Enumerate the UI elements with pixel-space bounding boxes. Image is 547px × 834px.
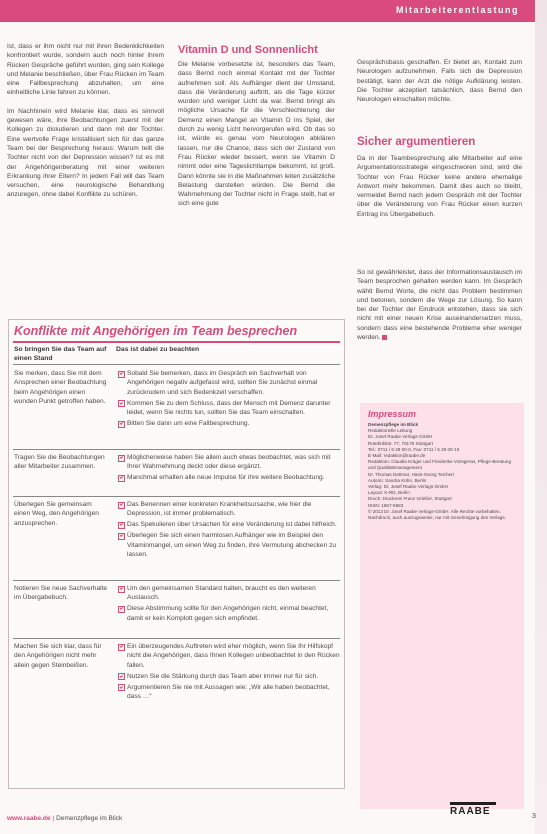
raabe-logo: RAABE <box>450 806 491 817</box>
check-item: Das Benennen einer konkreten Krankheitsursache, wie hier die Depression, ist immer problematisch. <box>118 500 343 519</box>
section-header <box>0 0 535 22</box>
table-row <box>13 581 340 639</box>
check-item: Das Spekulieren über Ursachen für eine Veränderung ist dabei hilfreich. <box>118 520 343 529</box>
impressum-body <box>368 422 518 521</box>
table-row <box>13 639 340 787</box>
check-item: Manchmal erhalten alle neue Impulse für ihre weitere Beobachtung. <box>118 473 343 482</box>
impressum-line: Dr. Josef Raabe Verlags-GmbH <box>368 434 433 440</box>
paragraph-text: So ist gewährleistet, dass der Informationsaustausch im Team besprochen gehalten werden kann. Im Gespräch wählt Bernd Worte, die nicht das Problem bestimmen und betonen, sondern die Wege zur Lösung. So kann bei der Tochter der Eindruck entstehen, dass sie sich nicht mit einer neuen Krise auseinandersetzen muss, sondern dass eine bestehende Probleme eher weniger werden. <box>357 269 522 342</box>
row-situation: Notieren Sie neue Sachverhalte im Übergabebuch. <box>14 585 108 602</box>
header-rule <box>13 364 340 365</box>
column-3-body-2 <box>357 268 522 342</box>
check-item: Bitten Sie dann um eine Fallbesprechung. <box>118 419 343 428</box>
section-label: Mitarbeiterentlastung <box>395 5 519 15</box>
impressum-line: © 2013 Dr. Josef Raabe Verlags-GmbH. Alle Rechte vorbehalten. Nachdruck, auch auszugsweise, nur mit Genehmigung des Verlags. <box>368 508 506 521</box>
check-item: Nutzen Sie die Stärkung durch das Team aber immer nur für sich. <box>118 672 343 681</box>
check-item: Sobald Sie bemerken, dass im Gespräch ein Sachverhalt von Angehörigen negativ aufgefasst wird, sollten Sie zunächst einmal zurückrudern und sich Bedenkzeit verschaffen. <box>118 369 343 397</box>
row-situation: Machen Sie sich klar, dass für den Angehörigen nicht mehr allein gegen Steinbeißen. <box>14 643 102 669</box>
impressum-line: ISSN: 1867-6583 <box>368 502 404 508</box>
box-title: Konflikte mit Angehörigen im Team besprechen <box>14 324 298 338</box>
row-notes <box>118 584 343 625</box>
page-footer <box>7 815 122 822</box>
impressum-line: Dr. Thomas Dettmar, Hans-Georg Teichert <box>368 471 454 477</box>
impressum-line: Verlag: Dr. Josef Raabe Verlags-GmbH <box>368 484 448 490</box>
column-1 <box>7 42 164 200</box>
title-rule <box>13 341 340 343</box>
paragraph: Da in der Teambesprechung alle Mitarbeiter auf eine Argumentationsstrategie eingeschworen sind, wird die Tochter von Frau Rücker keine andere ehemalige Antwort mehr bekommen. Damit dies auch so bleibt, vermeidet Bernd nach jedem Gespräch mit der Tochter über die Veränderung von Frau Rücker einen kurzen Eintrag ins Übergabebuch. <box>357 155 522 218</box>
footer-website[interactable]: www.raabe.de <box>7 815 51 822</box>
check-item: Um den gemeinsamen Standard halten, braucht es den weiteren Austausch. <box>118 584 343 603</box>
impressum-line: Autorin: Sandra Kühn, Berlin <box>368 477 427 483</box>
impressum-line: Tel.: 0711 / 6 29 00-0, Fax: 0711 / 6 29 00-10 <box>368 446 460 452</box>
heading-sicher-argumentieren: Sicher argumentieren <box>357 136 476 148</box>
conflict-table-box <box>8 319 345 789</box>
column-3-body <box>357 154 522 219</box>
check-item: Ein überzeugendes Auftreten wird eher möglich, wenn Sie Ihr Hilfskopf nicht die Angehörigen, dass Ihnen Kollegen unbeobachtet in den Rücken fallen. <box>118 642 343 670</box>
paragraph: Gesprächsbasis geschaffen. Er bietet an, Kontakt zum Neurologen aufzunehmen. Falls sich die Depression bestätigt, kann der Arzt die nötige Aufklärung leisten. Die Tochter akzeptiert tatsächlich, dass Bernd den Neurologen einschalten möchte. <box>357 59 522 104</box>
row-notes <box>118 642 343 703</box>
check-item: Diese Abstimmung sollte für den Angehörigen nicht, einmal beachtet, damit er kein Komplott gegen sich empfindet. <box>118 604 343 623</box>
column-header-left: So bringen Sie das Team auf einen Stand <box>14 346 107 362</box>
row-notes <box>118 453 343 484</box>
check-item: Möglicherweise haben Sie allein auch etwas beobachtet, was sich mit Ihrer Wahrnehmung deckt oder diese ergänzt. <box>118 453 343 472</box>
impressum-line: Rotebühlstr. 77, 70178 Stuttgart <box>368 440 433 446</box>
page-number: 3 <box>532 813 536 820</box>
paragraph: Die Melanie vorbesetzte ist, besonders das Team, dass Bernd noch einmal Kontakt mit der Tochter aufnehmen soll. Als Aufhänger dient der Umstand, dass die Veränderung auftritt, als die Tage kürzer wurden und weniger Licht da war. Bernd bringt als mögliche Ursache für die Verschlechterung der Demenz einen Mangel an Vitamin D ins Spiel, der durch zu wenig Licht hervorgerufen wird. Ob das so ist, würde es genau vom Neurologen abklären lassen, nur die Chance, dass sich der Zustand von Frau Rücker wieder bessert, wenn sie Vitamin D nimmt oder eine Tageslichtlampe bekommt, ist groß. Dann könnte sie in die Maßnahmen leiten zusätzliche Belastung darstellen würden. Die Bernd die Wahrnehmung der Tochter nicht in Frage stellt, hat er sich eine gute <box>178 61 335 208</box>
row-notes <box>118 500 343 561</box>
row-situation: Sie merken, dass Sie mit dem Ansprechen einer Beobachtung beim Angehörigen einen wunden Punkt getroffen haben. <box>14 370 107 406</box>
impressum-line: Druck: Druckerei Franz Grießer, Stuttgart <box>368 496 452 502</box>
impressum-title: Impressum <box>368 409 417 419</box>
impressum-box <box>360 403 524 809</box>
footer-separator: | <box>52 815 55 822</box>
check-item: Argumentieren Sie nie mit Aussagen wie: „Wir alle haben beobachtet, dass …“ <box>118 683 343 702</box>
column-3-intro <box>357 58 522 104</box>
impressum-heading: Demenzpflege im Blick <box>368 422 419 427</box>
impressum-line: Redaktionelle Leitung <box>368 428 413 434</box>
paragraph: Im Nachhinein wird Melanie klar, dass es sinnvoll gewesen wäre, ihre Beobachtungen zuerst mit der Kollegen zu diskutieren und dann mit der Tochter. Eine wertvolle Frage kristallisiert sich für das ganze Team bei der Besprechung heraus: Warum teilt die Tochter nicht von der Depression wissen? Ist es mit der Angehörigenberatung mit einer weiteren Erkrankung ihrer Eltern? In jedem Fall will das Team versuchen, eine neurologische Behandlung anzuregen, ohne dabei Konflikte zu schüren. <box>7 107 164 199</box>
check-item: Überlegen Sie sich einen harmlosen Aufhänger wie im Beispiel den Vitaminmangel, um einen Weg zu finden, ihre Vermutung abchecken zu lassen. <box>118 531 343 559</box>
page-edge <box>535 0 547 834</box>
footer-publication: Demenzpflege im Blick <box>56 815 123 822</box>
row-situation: Tragen Sie die Beobachtungen aller Mitarbeiter zusammen. <box>14 454 105 471</box>
impressum-line: Layout: K-RD, Berlin <box>368 490 410 496</box>
paragraph <box>357 268 522 342</box>
check-item: Kommen Sie zu dem Schluss, dass der Mensch mit Demenz darunter leidet, wenn Sie nichts tun, sollten Sie das Team einschalten. <box>118 399 343 418</box>
impressum-line: Redaktion: Claudia Kräger und Friederike Vossgeras, Pflege-Beratung und Qualitätsmanagement <box>368 459 511 471</box>
column-header-right: Das ist dabei zu beachten <box>116 346 200 353</box>
row-notes <box>118 369 343 430</box>
table-row <box>13 450 340 497</box>
table-row <box>13 497 340 581</box>
row-situation: Überlegen Sie gemeinsam einen Weg, den Angehörigen anzusprechen. <box>14 501 99 527</box>
raabe-logo-bar <box>450 802 496 805</box>
paragraph: Ist, dass er ihm nicht nur mit ihren Bedenklichkeiten konfrontiert wurde, sondern auch noch hinter ihrem Rücken Gespräche geführt wurden, ging sein Kollege und Melanie beschließen, über Frau Rücken im Team eine Fallbesprechung abzuhalten, um eine einheitliche Linie fahren zu können. <box>7 43 164 97</box>
impressum-line: E-Mail: redaktion@raabe.de <box>368 453 426 459</box>
table-row <box>13 366 340 450</box>
end-mark-icon <box>382 335 387 340</box>
heading-vitamin-d: Vitamin D und Sonnenlicht <box>178 44 318 56</box>
